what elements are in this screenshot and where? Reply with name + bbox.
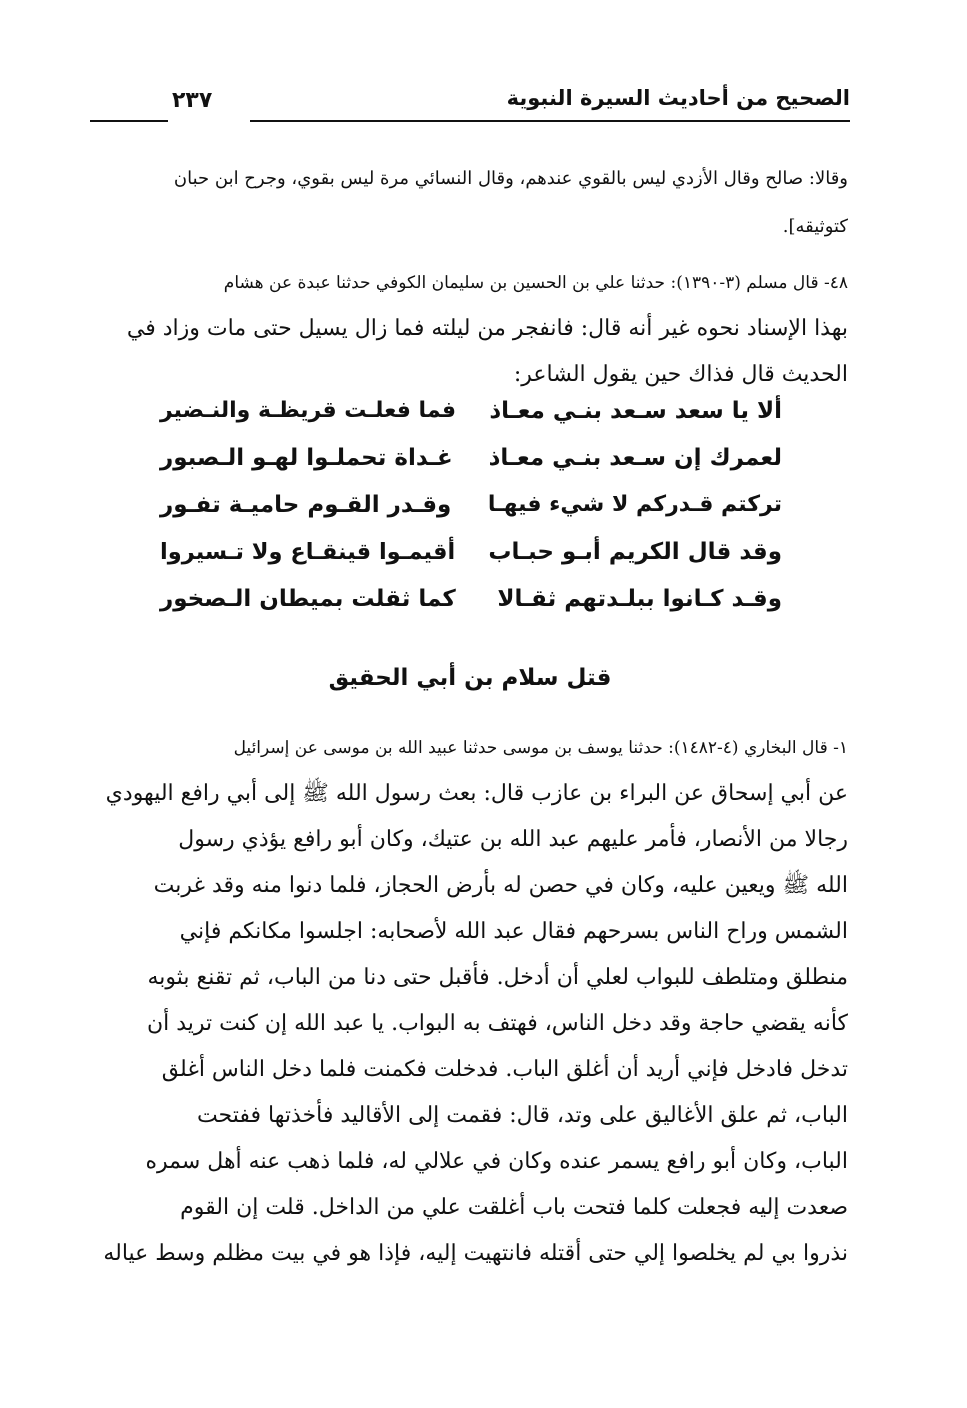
text-line: رجالا من الأنصار، فأمر عليهم عبد الله بن عتيك، وكان أبو رافع يؤذي رسول [178,827,848,852]
verse-second-hemistich: كما ثقلت بميطان الـصخور [160,586,456,612]
page-header [90,86,850,126]
verse-second-hemistich: فما فعلـت قريظـة والنـضير [160,398,456,423]
text-line: منطلق ومتلطف للبواب لعلي أن أدخل. فأقبل حتى دنا من الباب، ثم تقنع بثوبه [147,965,848,990]
verse-first-hemistich: وقد قال الكريم أبـو حبـاب [488,539,782,565]
header-rule [250,120,850,122]
text-line: كأنه يقضي حاجة وقد دخل الناس، فهتف به البواب. يا عبد الله إن كنت تريد أن [146,1011,848,1036]
text-line: عن أبي إسحاق عن البراء بن عازب قال: بعث رسول الله ﷺ إلى أبي رافع اليهودي [105,781,848,806]
section-heading: قتل سلام بن أبي الحقيق [328,665,612,691]
hadith-1 [92,725,848,1277]
poem-verse [160,398,782,445]
hadith-48 [92,260,848,398]
isnad-line: ٤٨- قال مسلم (٣-١٣٩٠): حدثنا علي بن الحسين بن سليمان الكوفي حدثنا عبدة عن هشام [223,273,848,293]
page-number: ٢٣٧ [172,88,213,113]
verse-first-hemistich: وقـد كـانوا ببلـدتهم ثقـالا [497,586,782,612]
header-rule-short [90,120,168,122]
footnote-continuation [92,155,848,251]
verse-first-hemistich: ألا يا سعد سـعد بنـي معـاذ [489,398,782,424]
text-line: الباب، ثم علق الأغاليق على وتد، قال: فقمت إلى الأقاليد فأخذتها ففتحت [196,1103,848,1128]
poem-verse [160,539,782,586]
text-line: الباب، وكان أبو رافع يسمر عنده وكان في علالي له، فلما ذهب عنه أهل سمره [145,1149,848,1174]
verse-first-hemistich: لعمرك إن سـعد بنـي معـاذ [488,445,782,471]
text-line: صعدت إليه فجعلت كلما فتحت باب أغلقت علي من الداخل. قلت إن القوم [180,1195,848,1220]
text-line: تدخل فادخل فإني أريد أن أغلق الباب. فدخلت فكمنت فلما دخل الناس أغلق [161,1057,848,1082]
text-line: كتوثيقه]. [782,216,848,237]
verse-second-hemistich: أقيمـوا قينقـاع ولا تـسيروا [160,539,456,565]
verse-first-hemistich: تركتم قـدركم لا شيء فيهـا [487,492,782,517]
poem-verse [160,445,782,492]
text-line: الشمس وراح الناس بسرحهم فقال عبد الله لأصحابه: اجلسوا مكانكم فإني [179,919,848,944]
poem-verse [160,586,782,633]
text-line: بهذا الإسناد نحوه غير أنه قال: فانفجر من ليلته فما زال يسيل حتى مات وزاد في [126,316,848,341]
poem [160,398,782,633]
text-line: الحديث قال فذاك حين يقول الشاعر: [513,362,848,387]
text-line: الله ﷺ ويعين عليه، وكان في حصن له بأرض الحجاز، فلما دنوا منه وقد غربت [153,873,848,898]
poem-verse [160,492,782,539]
text-line: نذروا بي لم يخلصوا إلي حتى أقتله فانتهيت إليه، فإذا هو في بيت مظلم وسط عياله [103,1241,848,1266]
verse-second-hemistich: وقـدر القـوم حاميـة تفـور [160,492,452,518]
isnad-line: ١- قال البخاري (٤-١٤٨٢): حدثنا يوسف بن موسى حدثنا عبيد الله بن موسى عن إسرائيل [233,738,848,758]
running-title: الصحيح من أحاديث السيرة النبوية [506,86,850,110]
verse-second-hemistich: غـداة تحملـوا لهـو الـصبور [160,445,453,471]
text-line: وقالا: صالح وقال الأزدي ليس بالقوي عندهم، وقال النسائي مرة ليس بقوي، وجرح ابن حبان [173,168,848,189]
